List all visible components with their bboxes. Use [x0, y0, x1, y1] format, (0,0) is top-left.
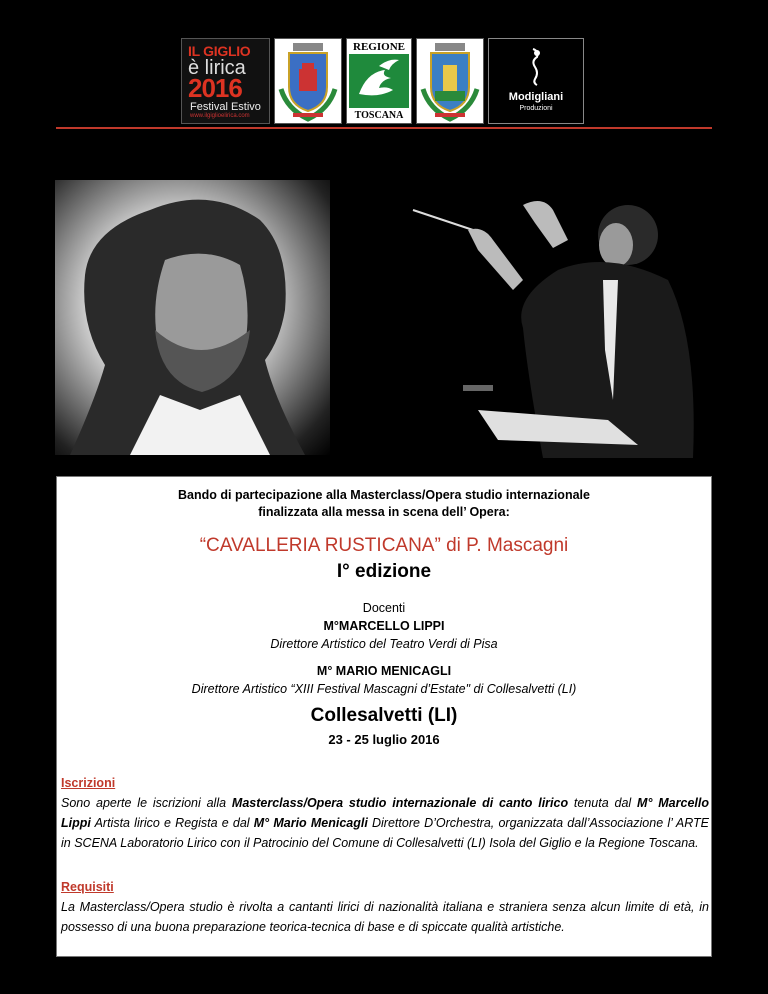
- teachers-heading: Docenti: [362, 601, 406, 615]
- giglio-logo-url: www.ilgiglioelirica.com: [190, 113, 250, 119]
- intro-line-2: finalizzata alla messa in scena dell’ Opera:: [258, 505, 510, 519]
- opera-title: [57, 535, 711, 557]
- teacher-1-name: M°MARCELLO LIPPI: [323, 619, 445, 633]
- announcement-panel: [56, 476, 712, 957]
- modigliani-produzioni-logo: [488, 38, 584, 124]
- teacher-1-role: Direttore Artistico del Teatro Verdi di Pisa: [270, 637, 498, 651]
- opera-composer: di P. Mascagni: [440, 535, 569, 556]
- teacher-2-role: Direttore Artistico “XIII Festival Mascagni d’Estate" di Collesalvetti (LI): [191, 682, 577, 696]
- giglio-logo-line1: IL GIGLIO: [188, 43, 251, 59]
- iscrizioni-masterclass: Masterclass/Opera studio internazionale di canto lirico: [231, 796, 569, 810]
- requisiti-text: La Masterclass/Opera studio è rivolta a cantanti lirici di nazionalità italiana e straniera senza alcun limite di età, in possesso di una buona preparazione teorica-tecnica di base e di spiccate qualità artistiche.: [61, 900, 709, 934]
- iscrizioni-text-4: Direttore D’Orchestra, organizzata dall’Associazione l’ ARTE in SCENA Laboratorio Lirico con il Patrocinio del Comune di Collesalvetti (LI) Isola del Giglio e la Regione Toscana.: [61, 816, 710, 850]
- teacher-2-name: M° MARIO MENICAGLI: [316, 664, 452, 678]
- intro-line-1: Bando di partecipazione alla Masterclass/Opera studio internazionale: [178, 488, 590, 502]
- requisiti-section: [61, 877, 709, 937]
- comune-crest-left: [274, 38, 342, 124]
- event-place: Collesalvetti (LI): [310, 705, 458, 726]
- iscrizioni-lippi: M° Marcello Lippi: [61, 796, 709, 830]
- edition-label: I° edizione: [336, 561, 432, 582]
- iscrizioni-text-2: tenuta dal: [568, 796, 638, 810]
- iscrizioni-section: [61, 773, 709, 853]
- toscana-label: TOSCANA: [354, 110, 404, 121]
- event-dates: 23 - 25 luglio 2016: [328, 732, 440, 747]
- regione-label: REGIONE: [353, 41, 405, 53]
- intro-text: [57, 487, 711, 521]
- regione-toscana-logo: [346, 38, 412, 124]
- iscrizioni-heading: Iscrizioni: [61, 776, 116, 790]
- modigliani-name: Modigliani: [508, 91, 564, 103]
- portrait-photo-lippi: [55, 180, 330, 455]
- modigliani-sub: Produzioni: [519, 105, 553, 112]
- header-divider: [56, 127, 712, 129]
- teachers-block: [57, 599, 711, 698]
- logo-bar: [181, 38, 584, 124]
- iscrizioni-menicagli: M° Mario Menicagli: [253, 816, 368, 830]
- comune-crest-right: [416, 38, 484, 124]
- iscrizioni-text-1: Sono aperte le iscrizioni alla: [61, 796, 232, 810]
- giglio-logo-line2: è lirica: [188, 57, 246, 79]
- iscrizioni-text: [61, 793, 709, 853]
- requisiti-heading: Requisiti: [61, 880, 114, 894]
- giglio-lirica-logo: [181, 38, 270, 124]
- giglio-logo-subtitle: Festival Estivo: [190, 101, 261, 113]
- conductor-photo: [408, 180, 712, 458]
- iscrizioni-text-3: Artista lirico e Regista e dal: [90, 816, 254, 830]
- giglio-logo-year: 2016: [188, 73, 242, 103]
- opera-name: “CAVALLERIA RUSTICANA”: [199, 535, 441, 556]
